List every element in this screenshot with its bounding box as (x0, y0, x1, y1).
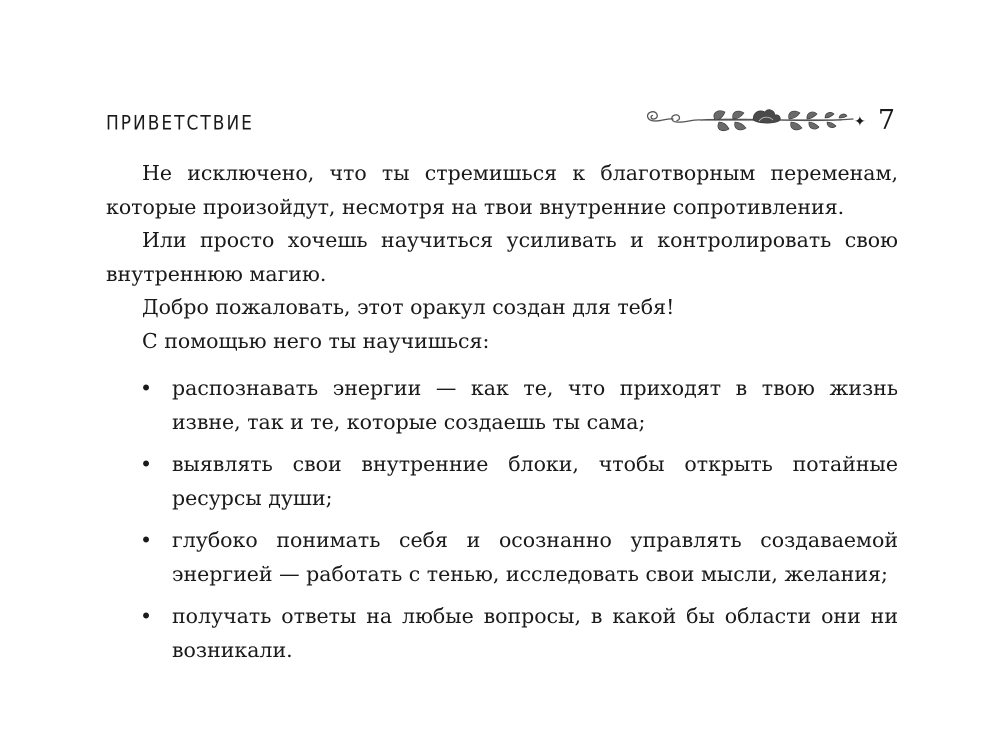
bullet-icon: • (140, 376, 153, 400)
running-header-title: ПРИВЕТСТВИЕ (106, 112, 254, 135)
running-header (106, 106, 898, 138)
paragraph: Добро пожаловать, этот оракул создан для тебя! (142, 295, 675, 319)
list-item (106, 524, 898, 591)
list-item (106, 448, 898, 515)
bullet-icon: • (140, 604, 153, 628)
list-item-text: распознавать энергии — как те, что приходят в твою жизнь извне, так и те, которые создаешь ты сама; (172, 376, 898, 434)
paragraph: Или просто хочешь научиться усиливать и контролировать свою внутреннюю магию. (106, 228, 898, 286)
page-body (106, 157, 898, 676)
page-number: 7 (877, 105, 896, 136)
list-item-text: глубоко понимать себя и осознанно управлять создаваемой энергией — работать с тенью, исследовать свои мысли, желания; (172, 528, 898, 586)
list-item-text: выявлять свои внутренние блоки, чтобы открыть потайные ресурсы души; (172, 452, 898, 510)
paragraph: С помощью него ты научишься: (142, 328, 490, 353)
list-item (106, 372, 898, 439)
floral-vignette-icon (641, 106, 876, 136)
bullet-icon: • (140, 528, 153, 552)
four-point-star-icon: ✦ (854, 114, 866, 130)
list-item (106, 600, 898, 667)
list-item-text: получать ответы на любые вопросы, в какой бы области они ни возникали. (172, 604, 898, 662)
paragraph: Не исключено, что ты стремишься к благотворным переменам, которые произойдут, несмотря на твои внутренние сопротивления. (106, 161, 898, 219)
bullet-list (106, 372, 898, 667)
bullet-icon: • (140, 452, 153, 476)
